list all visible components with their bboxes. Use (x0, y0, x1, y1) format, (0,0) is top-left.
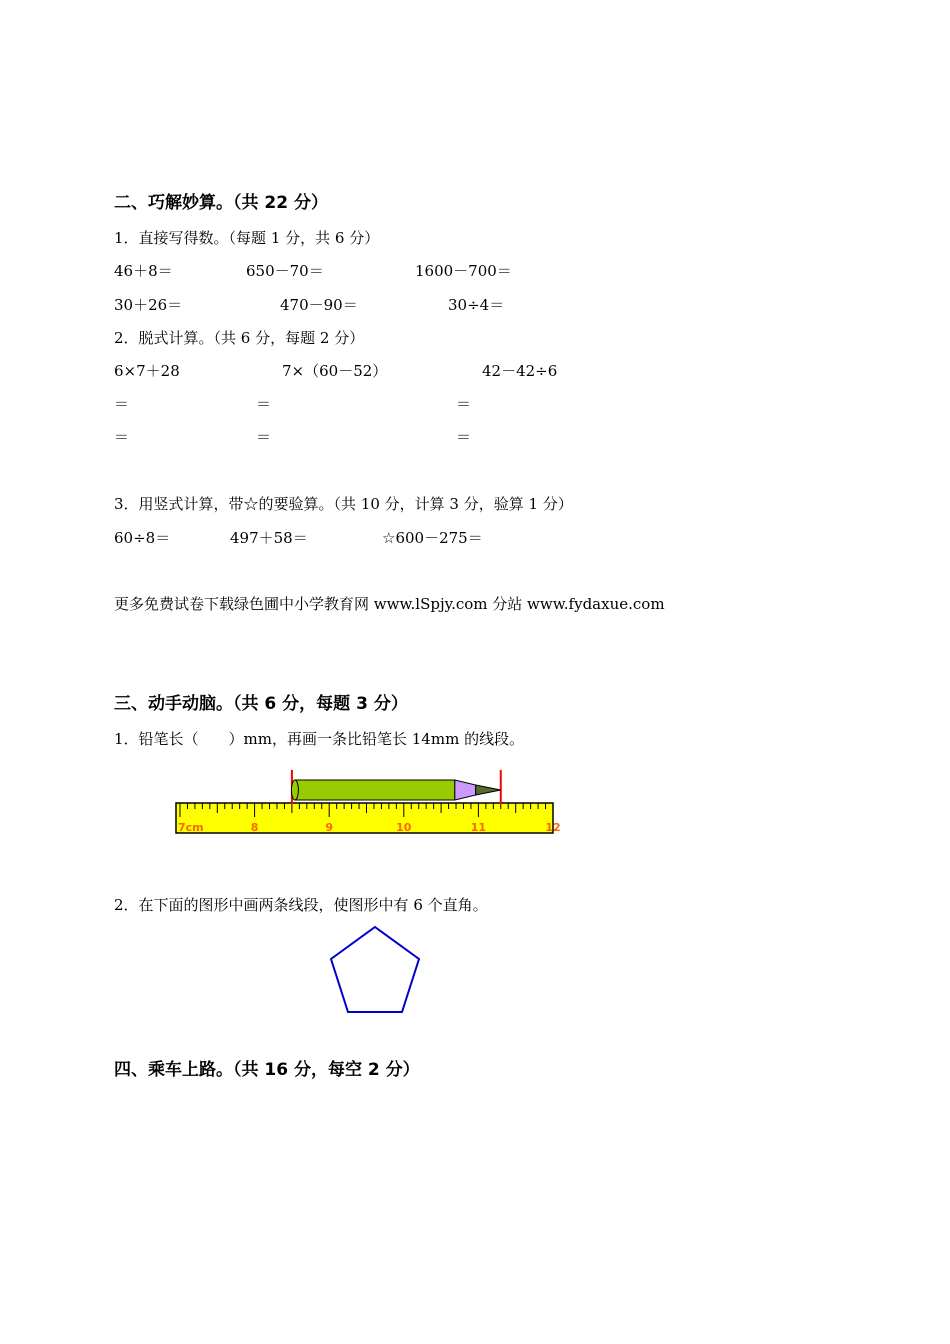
ruler-label: 12 (545, 821, 561, 834)
q2-equals: ＝ (114, 395, 130, 413)
q1-item-4: 30＋26＝ (114, 296, 183, 314)
q2-equals: ＝ (456, 395, 472, 413)
ruler-label: 9 (325, 821, 334, 834)
section-2-heading: 二、巧解妙算。（共 22 分） (114, 193, 328, 213)
q1-item-6: 30÷4＝ (448, 296, 505, 314)
pencil-wood (455, 780, 476, 800)
ruler-label: 11 (470, 821, 487, 834)
s3-q1-text: 1．铅笔长（ ）mm，再画一条比铅笔长 14mm 的线段。 (114, 730, 525, 748)
q2-equals: ＝ (256, 428, 272, 446)
q3-item-2: 497＋58＝ (230, 529, 308, 547)
ruler-label: 10 (396, 821, 412, 834)
q2-expr-1: 6×7＋28 (114, 362, 180, 380)
q3-title: 3．用竖式计算，带☆的要验算。（共 10 分，计算 3 分，验算 1 分） (114, 495, 573, 513)
q2-equals: ＝ (114, 428, 130, 446)
section-4-heading: 四、乘车上路。（共 16 分，每空 2 分） (114, 1060, 420, 1080)
ruler-label: 8 (250, 821, 259, 834)
q1-item-5: 470－90＝ (280, 296, 358, 314)
q2-expr-2: 7×（60－52） (282, 362, 388, 380)
ruler-figure (170, 768, 570, 838)
pencil-body (295, 780, 455, 800)
promo-text: 更多免费试卷下载绿色圃中小学教育网 www.lSpjy.com 分站 www.fydaxue.com (114, 595, 665, 613)
section-3-heading: 三、动手动脑。（共 6 分，每题 3 分） (114, 694, 408, 714)
q3-item-3: ☆600－275＝ (382, 529, 483, 547)
q1-item-2: 650－70＝ (246, 262, 324, 280)
pentagon-figure (325, 922, 425, 1022)
pencil-tip (476, 785, 501, 795)
pencil-end (291, 780, 298, 800)
pentagon-shape (331, 927, 419, 1012)
q2-title: 2．脱式计算。（共 6 分，每题 2 分） (114, 329, 365, 347)
pencil-drawing (291, 770, 500, 804)
q3-item-1: 60÷8＝ (114, 529, 171, 547)
q1-item-3: 1600－700＝ (415, 262, 512, 280)
q1-title: 1．直接写得数。（每题 1 分，共 6 分） (114, 229, 380, 247)
q1-item-1: 46＋8＝ (114, 262, 173, 280)
s3-q2-text: 2．在下面的图形中画两条线段，使图形中有 6 个直角。 (114, 896, 488, 914)
q2-equals: ＝ (456, 428, 472, 446)
ruler-label: 7cm (178, 821, 204, 834)
q2-expr-3: 42－42÷6 (482, 362, 558, 380)
q2-equals: ＝ (256, 395, 272, 413)
